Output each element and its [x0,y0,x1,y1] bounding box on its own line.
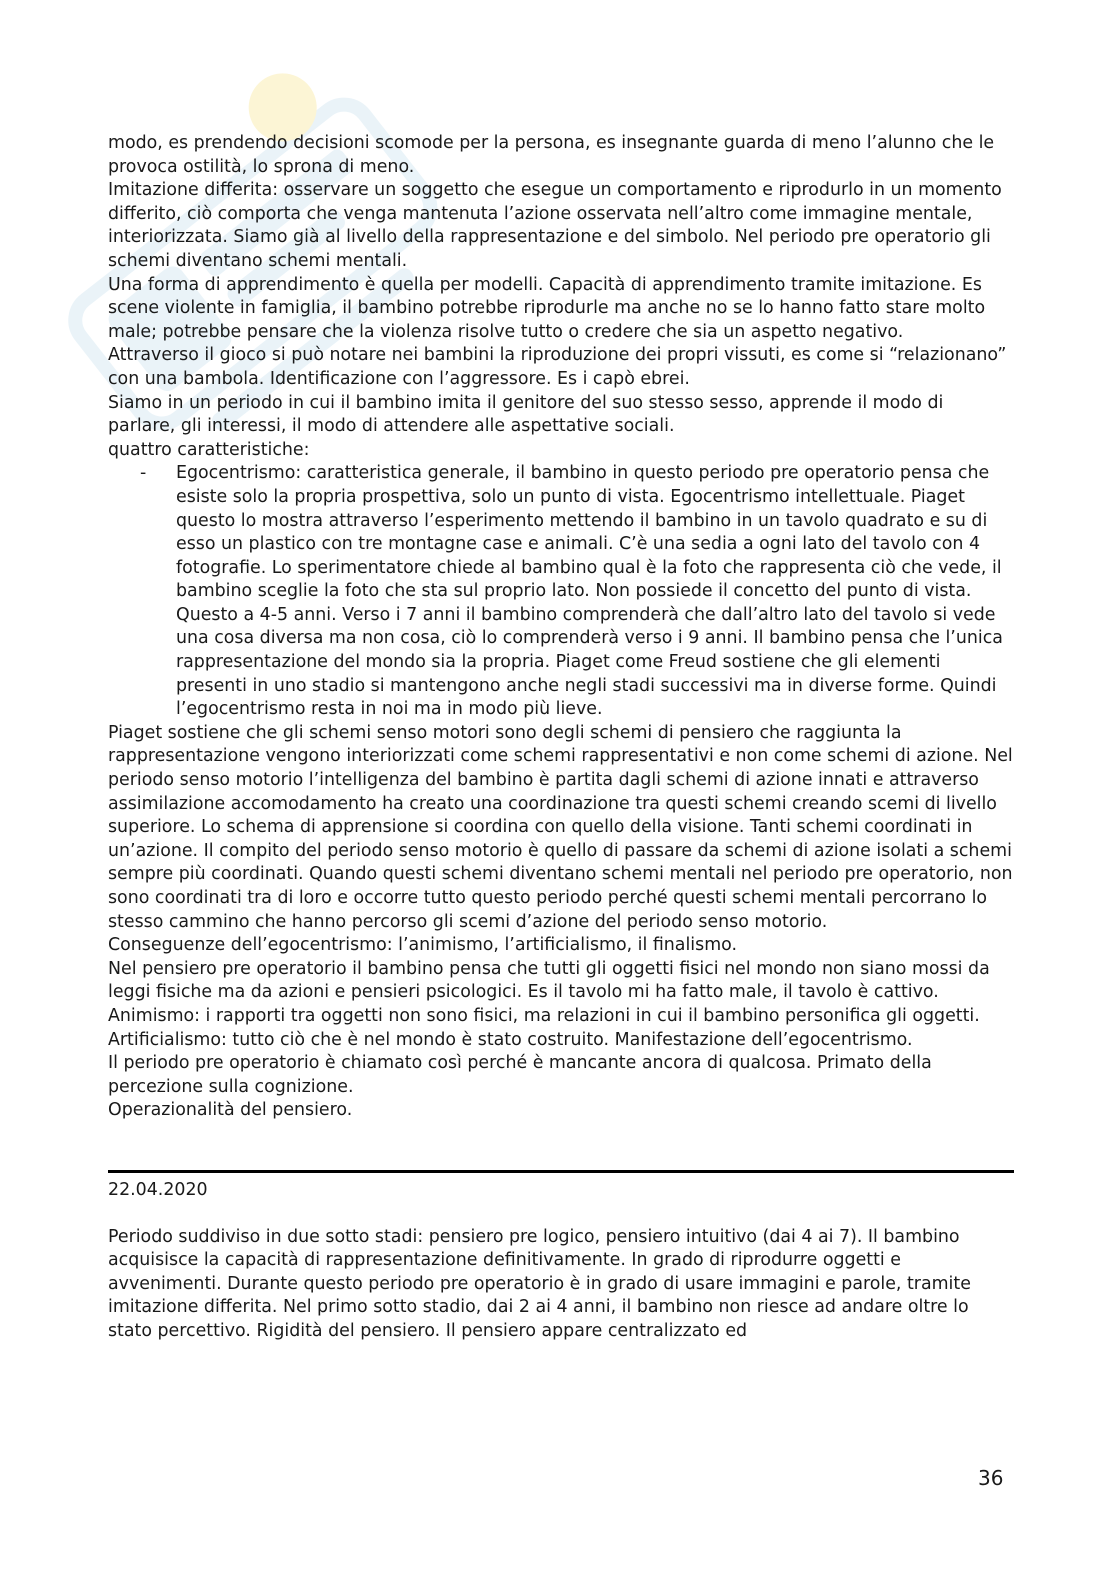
list-bullet: - [140,463,147,484]
paragraph-imitazione-genitore: Siamo in un periodo in cui il bambino imita il genitore del suo stesso sesso, apprende il modo di parlare, gli interessi, il modo di attendere alle aspettative sociali. [108,392,944,437]
section-gap [108,1123,1014,1170]
paragraph-animismo: Animismo: i rapporti tra oggetti non sono fisici, ma relazioni in cui il bambino personifica gli oggetti. [108,1005,980,1026]
section-divider [108,1170,1014,1173]
paragraph-apprendimento-modelli: Una forma di apprendimento è quella per modelli. Capacità di apprendimento tramite imitazione. Es scene violente in famiglia, il bambino potrebbe riprodurle ma anche no se lo hanno fatto stare molto male; potrebbe pensare che la violenza risolve tutto o credere che sia un aspetto negativo. [108,274,986,342]
paragraph-operazionalita: Operazionalità del pensiero. [108,1100,353,1121]
paragraph-artificialismo: Artificialismo: tutto ciò che è nel mondo è stato costruito. Manifestazione dell’egocentrismo. [108,1029,913,1050]
paragraph-conseguenze: Conseguenze dell’egocentrismo: l’animismo, l’artificialismo, il finalismo. [108,935,737,956]
document-page [108,132,1014,1344]
paragraph-imitazione-differita: Imitazione differita: osservare un soggetto che esegue un comportamento e riprodurlo in un momento differito, ciò comporta che venga mantenuta l’azione osservata nell’altro come immagine mentale, interiorizzata. Siamo già al livello della rappresentazione e del simbolo. Nel periodo pre operatorio gli schemi diventano schemi mentali. [108,180,1002,271]
paragraph-gioco: Attraverso il gioco si può notare nei bambini la riproduzione dei propri vissuti, es come si “relazionano” con una bambola. Identificazione con l’aggressore. Es i capò ebrei. [108,345,1007,389]
section-date: 22.04.2020 [108,1179,208,1200]
list-item-text: Egocentrismo: caratteristica generale, il bambino in questo periodo pre operatorio pensa che esiste solo la propria prospettiva, solo un punto di vista. Egocentrismo intellettuale. Piaget questo lo mostra attraverso l’esperimento mettendo il bambino in un tavolo quadrato e su di esso un plastico con tre montagne case e animali. C’è una sedia a ogni lato del tavolo con 4 fotografie. Lo sperimentatore chiede al bambino qual è la foto che rappresenta ciò che vede, il bambino sceglie la foto che sta sul proprio lato. Non possiede il concetto del punto di vista. Questo a 4-5 anni. Verso i 7 anni il bambino comprenderà che dall’altro lato del tavolo si vede una cosa diversa ma non cosa, ciò lo comprenderà verso i 9 anni. Il bambino pensa che l’unica rappresentazione del mondo sia la propria. Piaget come Freud sostiene che gli elementi presenti in uno stadio si mantengono anche negli stadi successivi ma in diverse forme. Quindi l’egocentrismo resta in noi ma in modo più lieve. [176,463,1003,720]
list-item [108,462,1014,722]
paragraph-continuation: modo, es prendendo decisioni scomode per la persona, es insegnante guarda di meno l’alunno che le provoca ostilità, lo sprona di meno. [108,133,995,177]
paragraph-periodo-pre-operatorio: Il periodo pre operatorio è chiamato così perché è mancante ancora di qualcosa. Primato della percezione sulla cognizione. [108,1053,932,1097]
page-number: 36 [978,1466,1004,1490]
paragraph-pensiero-pre-operatorio: Nel pensiero pre operatorio il bambino pensa che tutti gli oggetti fisici nel mondo non siano mossi da leggi fisiche ma da azioni e pensieri psicologici. Es il tavolo mi ha fatto male, il tavolo è cattivo. [108,958,990,1003]
paragraph-schemi: Piaget sostiene che gli schemi senso motori sono degli schemi di pensiero che raggiunta la rappresentazione vengono interiorizzati come schemi rappresentativi e non come schemi di azione. Nel periodo senso motorio l’intelligenza del bambino è partita dagli schemi di azione innati e attraverso assimilazione accomodamento ha creato una coordinazione tra questi schemi creando scemi di livello superiore. Lo schema di apprensione si coordina con quello della visione. Tanti schemi coordinati in un’azione. Il compito del periodo senso motorio è quello di passare da schemi di azione isolati a schemi sempre più coordinati. Quando questi schemi diventano schemi mentali nel periodo pre operatorio, non sono coordinati tra di loro e occorre tutto questo periodo perché questi schemi mentali percorrano lo stesso cammino che hanno percorso gli scemi d’azione del periodo senso motorio. [108,722,1013,932]
paragraph-sotto-stadi: Periodo suddiviso in due sotto stadi: pensiero pre logico, pensiero intuitivo (dai 4 ai 7). Il bambino acquisisce la capacità di rappresentazione definitivamente. In grado di riprodurre oggetti e avvenimenti. Durante questo periodo pre operatorio è in grado di usare immagini e parole, tramite imitazione differita. Nel primo sotto stadio, dai 2 ai 4 anni, il bambino non riesce ad andare oltre lo stato percettivo. Rigidità del pensiero. Il pensiero appare centralizzato ed [108,1226,971,1341]
paragraph-list-intro: quattro caratteristiche: [108,439,310,460]
characteristics-list [108,462,1014,722]
